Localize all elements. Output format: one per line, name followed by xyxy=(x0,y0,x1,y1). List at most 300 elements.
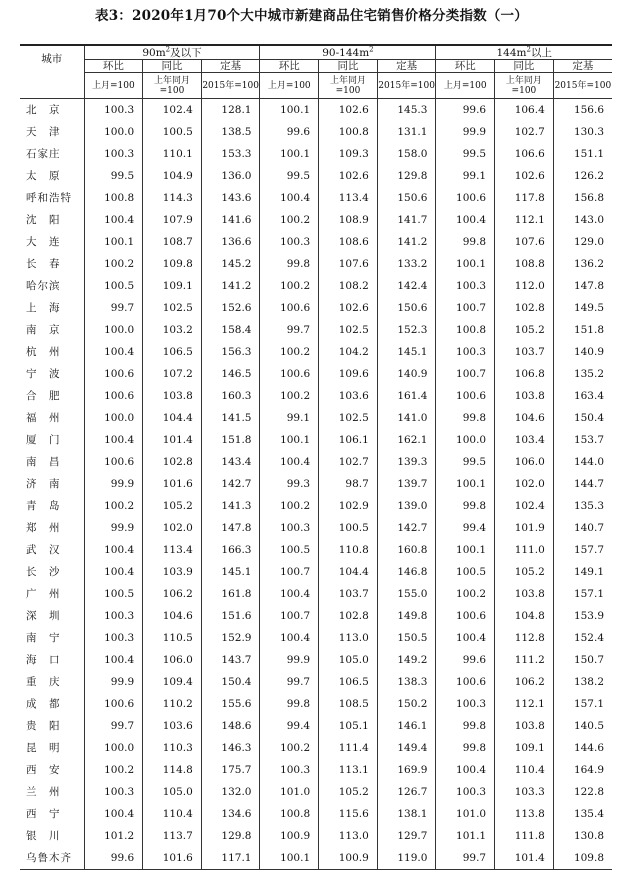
index-value-cell: 150.6 xyxy=(377,187,436,209)
city-name-cell: 福 州 xyxy=(26,412,61,424)
index-value-cell: 100.4 xyxy=(260,451,319,473)
index-value-cell: 100.6 xyxy=(436,385,495,407)
index-value-cell: 150.4 xyxy=(553,407,612,429)
index-value-cell: 111.0 xyxy=(495,539,554,561)
index-value-cell: 145.1 xyxy=(201,561,260,583)
index-value-cell: 153.3 xyxy=(201,143,260,165)
index-value-cell: 99.1 xyxy=(436,165,495,187)
index-value-cell: 150.7 xyxy=(553,649,612,671)
index-value-cell: 100.0 xyxy=(84,737,143,759)
index-value-cell: 112.1 xyxy=(495,693,554,715)
table-row xyxy=(20,803,612,825)
index-value-cell: 130.8 xyxy=(553,825,612,847)
index-value-cell: 100.1 xyxy=(260,143,319,165)
index-value-cell: 149.8 xyxy=(377,605,436,627)
table-row xyxy=(20,759,612,781)
sub-header-mom: 环比 xyxy=(436,60,495,73)
index-value-cell: 112.1 xyxy=(495,209,554,231)
index-value-cell: 100.3 xyxy=(84,605,143,627)
index-value-cell: 147.8 xyxy=(201,517,260,539)
index-value-cell: 99.8 xyxy=(436,407,495,429)
index-value-cell: 102.4 xyxy=(495,495,554,517)
index-value-cell: 105.2 xyxy=(495,319,554,341)
base-label-prev-month: 上月=100 xyxy=(260,73,319,99)
index-value-cell: 141.5 xyxy=(201,407,260,429)
index-value-cell: 100.6 xyxy=(436,671,495,693)
index-value-cell: 103.7 xyxy=(495,341,554,363)
index-value-cell: 100.3 xyxy=(260,231,319,253)
city-name-cell: 郑 州 xyxy=(26,522,61,534)
index-value-cell: 103.8 xyxy=(495,715,554,737)
city-name-cell: 青 岛 xyxy=(26,500,61,512)
index-value-cell: 100.1 xyxy=(260,429,319,451)
index-value-cell: 160.8 xyxy=(377,539,436,561)
table-row xyxy=(20,539,612,561)
index-value-cell: 143.7 xyxy=(201,649,260,671)
table-row xyxy=(20,429,612,451)
index-value-cell: 152.4 xyxy=(553,627,612,649)
sub-header-mom: 环比 xyxy=(260,60,319,73)
index-value-cell: 100.4 xyxy=(84,209,143,231)
index-value-cell: 100.3 xyxy=(84,99,143,122)
index-value-cell: 129.0 xyxy=(553,231,612,253)
index-value-cell: 140.9 xyxy=(553,341,612,363)
index-value-cell: 99.7 xyxy=(260,319,319,341)
index-value-cell: 108.9 xyxy=(319,209,378,231)
table-row xyxy=(20,451,612,473)
index-value-cell: 106.6 xyxy=(495,143,554,165)
index-value-cell: 100.5 xyxy=(319,517,378,539)
index-value-cell: 100.6 xyxy=(84,693,143,715)
index-value-cell: 136.2 xyxy=(553,253,612,275)
index-value-cell: 100.7 xyxy=(436,297,495,319)
index-value-cell: 99.7 xyxy=(260,671,319,693)
index-value-cell: 151.6 xyxy=(201,605,260,627)
index-value-cell: 145.2 xyxy=(201,253,260,275)
index-value-cell: 99.6 xyxy=(436,99,495,122)
index-value-cell: 102.8 xyxy=(495,297,554,319)
index-value-cell: 100.8 xyxy=(319,121,378,143)
index-value-cell: 139.3 xyxy=(377,451,436,473)
index-value-cell: 160.3 xyxy=(201,385,260,407)
index-value-cell: 146.5 xyxy=(201,363,260,385)
index-value-cell: 100.4 xyxy=(260,627,319,649)
city-name-cell: 厦 门 xyxy=(26,434,61,446)
index-value-cell: 103.3 xyxy=(495,781,554,803)
city-name-cell: 济 南 xyxy=(26,478,61,490)
index-value-cell: 103.8 xyxy=(495,385,554,407)
index-value-cell: 107.9 xyxy=(143,209,202,231)
index-value-cell: 108.6 xyxy=(319,231,378,253)
index-value-cell: 166.3 xyxy=(201,539,260,561)
city-name-cell: 上 海 xyxy=(26,302,61,314)
index-value-cell: 104.4 xyxy=(319,561,378,583)
index-value-cell: 100.4 xyxy=(436,209,495,231)
index-value-cell: 104.6 xyxy=(143,605,202,627)
index-value-cell: 106.5 xyxy=(143,341,202,363)
index-value-cell: 100.3 xyxy=(260,759,319,781)
index-value-cell: 104.8 xyxy=(495,605,554,627)
index-value-cell: 102.4 xyxy=(143,99,202,122)
index-value-cell: 100.3 xyxy=(84,781,143,803)
index-value-cell: 138.1 xyxy=(377,803,436,825)
header-spacer xyxy=(20,73,84,99)
index-value-cell: 151.8 xyxy=(201,429,260,451)
price-index-table xyxy=(20,44,612,870)
index-value-cell: 169.9 xyxy=(377,759,436,781)
city-name-cell: 银 川 xyxy=(26,830,61,842)
table-row xyxy=(20,517,612,539)
index-value-cell: 152.6 xyxy=(201,297,260,319)
index-value-cell: 100.3 xyxy=(260,517,319,539)
index-value-cell: 157.7 xyxy=(553,539,612,561)
city-name-cell: 石家庄 xyxy=(26,148,61,160)
index-value-cell: 110.8 xyxy=(319,539,378,561)
index-value-cell: 109.1 xyxy=(495,737,554,759)
city-name-cell: 合 肥 xyxy=(26,390,61,402)
index-value-cell: 100.5 xyxy=(84,583,143,605)
index-value-cell: 109.4 xyxy=(143,671,202,693)
index-value-cell: 100.4 xyxy=(84,561,143,583)
table-row xyxy=(20,121,612,143)
index-value-cell: 100.5 xyxy=(436,561,495,583)
index-value-cell: 132.0 xyxy=(201,781,260,803)
index-value-cell: 99.7 xyxy=(84,297,143,319)
city-name-cell: 长 沙 xyxy=(26,566,61,578)
index-value-cell: 122.8 xyxy=(553,781,612,803)
index-value-cell: 99.7 xyxy=(436,847,495,870)
index-value-cell: 104.6 xyxy=(495,407,554,429)
city-name-cell: 大 连 xyxy=(26,236,61,248)
sub-header-yoy: 同比 xyxy=(319,60,378,73)
index-value-cell: 103.6 xyxy=(143,715,202,737)
index-value-cell: 100.1 xyxy=(436,539,495,561)
table-row xyxy=(20,99,612,122)
index-value-cell: 100.6 xyxy=(84,385,143,407)
table-row xyxy=(20,319,612,341)
index-value-cell: 103.2 xyxy=(143,319,202,341)
index-value-cell: 106.0 xyxy=(143,649,202,671)
index-value-cell: 100.0 xyxy=(84,121,143,143)
index-value-cell: 105.0 xyxy=(319,649,378,671)
index-value-cell: 142.4 xyxy=(377,275,436,297)
base-label-2015: 2015年=100 xyxy=(553,73,612,99)
table-row xyxy=(20,209,612,231)
index-value-cell: 145.1 xyxy=(377,341,436,363)
index-value-cell: 99.8 xyxy=(436,231,495,253)
index-value-cell: 129.8 xyxy=(377,165,436,187)
index-value-cell: 106.8 xyxy=(495,363,554,385)
index-value-cell: 100.1 xyxy=(436,473,495,495)
index-value-cell: 152.3 xyxy=(377,319,436,341)
index-value-cell: 157.1 xyxy=(553,693,612,715)
index-value-cell: 145.3 xyxy=(377,99,436,122)
index-value-cell: 106.2 xyxy=(495,671,554,693)
base-label-prev-year: 上年同月=100 xyxy=(495,73,554,99)
index-value-cell: 109.6 xyxy=(319,363,378,385)
index-value-cell: 139.0 xyxy=(377,495,436,517)
index-value-cell: 149.5 xyxy=(553,297,612,319)
table-row xyxy=(20,781,612,803)
group-header-medium: $90-144m^2$ xyxy=(260,45,436,60)
index-value-cell: 149.1 xyxy=(553,561,612,583)
index-value-cell: 104.2 xyxy=(319,341,378,363)
city-name-cell: 南 宁 xyxy=(26,632,61,644)
table-row xyxy=(20,341,612,363)
index-value-cell: 108.7 xyxy=(143,231,202,253)
index-value-cell: 103.9 xyxy=(143,561,202,583)
index-value-cell: 138.2 xyxy=(553,671,612,693)
table-row xyxy=(20,627,612,649)
table-body xyxy=(20,99,612,870)
sub-header-fixed: 定基 xyxy=(553,60,612,73)
index-value-cell: 111.4 xyxy=(319,737,378,759)
index-value-cell: 99.4 xyxy=(436,517,495,539)
table-row xyxy=(20,473,612,495)
city-name-cell: 西 安 xyxy=(26,764,61,776)
base-label-prev-month: 上月=100 xyxy=(436,73,495,99)
index-value-cell: 102.6 xyxy=(319,297,378,319)
index-value-cell: 100.4 xyxy=(84,539,143,561)
base-label-prev-year: 上年同月=100 xyxy=(143,73,202,99)
index-value-cell: 150.4 xyxy=(201,671,260,693)
index-value-cell: 105.2 xyxy=(143,495,202,517)
index-value-cell: 99.5 xyxy=(436,451,495,473)
index-value-cell: 100.4 xyxy=(84,803,143,825)
index-value-cell: 112.8 xyxy=(495,627,554,649)
index-value-cell: 105.1 xyxy=(319,715,378,737)
index-value-cell: 106.0 xyxy=(495,451,554,473)
index-value-cell: 161.8 xyxy=(201,583,260,605)
index-value-cell: 102.6 xyxy=(495,165,554,187)
index-value-cell: 102.5 xyxy=(143,297,202,319)
index-value-cell: 99.1 xyxy=(260,407,319,429)
city-name-cell: 广 州 xyxy=(26,588,61,600)
index-value-cell: 126.7 xyxy=(377,781,436,803)
index-value-cell: 100.2 xyxy=(260,341,319,363)
index-value-cell: 100.5 xyxy=(260,539,319,561)
city-name-cell: 南 京 xyxy=(26,324,61,336)
index-value-cell: 100.3 xyxy=(436,275,495,297)
table-row xyxy=(20,385,612,407)
index-value-cell: 99.8 xyxy=(436,737,495,759)
index-value-cell: 113.4 xyxy=(319,187,378,209)
index-value-cell: 104.9 xyxy=(143,165,202,187)
index-value-cell: 100.0 xyxy=(436,429,495,451)
index-value-cell: 111.2 xyxy=(495,649,554,671)
city-name-cell: 海 口 xyxy=(26,654,61,666)
index-value-cell: 175.7 xyxy=(201,759,260,781)
index-value-cell: 149.2 xyxy=(377,649,436,671)
index-value-cell: 155.0 xyxy=(377,583,436,605)
index-value-cell: 108.5 xyxy=(319,693,378,715)
index-value-cell: 100.8 xyxy=(84,187,143,209)
table-row xyxy=(20,649,612,671)
index-value-cell: 109.3 xyxy=(319,143,378,165)
table-row xyxy=(20,231,612,253)
index-value-cell: 99.9 xyxy=(84,473,143,495)
sub-header-yoy: 同比 xyxy=(495,60,554,73)
index-value-cell: 146.8 xyxy=(377,561,436,583)
index-value-cell: 98.7 xyxy=(319,473,378,495)
index-value-cell: 100.8 xyxy=(260,803,319,825)
index-value-cell: 100.2 xyxy=(84,759,143,781)
sub-header-yoy: 同比 xyxy=(143,60,202,73)
index-value-cell: 100.2 xyxy=(260,385,319,407)
index-value-cell: 143.6 xyxy=(201,187,260,209)
base-label-prev-year: 上年同月=100 xyxy=(319,73,378,99)
table-row xyxy=(20,847,612,870)
index-value-cell: 107.6 xyxy=(319,253,378,275)
index-value-cell: 141.3 xyxy=(201,495,260,517)
index-value-cell: 99.8 xyxy=(436,495,495,517)
index-value-cell: 100.3 xyxy=(436,341,495,363)
index-value-cell: 148.6 xyxy=(201,715,260,737)
index-value-cell: 110.4 xyxy=(495,759,554,781)
index-value-cell: 101.6 xyxy=(143,847,202,870)
base-label-2015: 2015年=100 xyxy=(201,73,260,99)
index-value-cell: 106.5 xyxy=(319,671,378,693)
index-value-cell: 158.0 xyxy=(377,143,436,165)
city-name-cell: 昆 明 xyxy=(26,742,61,754)
index-value-cell: 140.7 xyxy=(553,517,612,539)
index-value-cell: 99.8 xyxy=(436,715,495,737)
index-value-cell: 156.6 xyxy=(553,99,612,122)
index-value-cell: 101.4 xyxy=(495,847,554,870)
index-value-cell: 99.6 xyxy=(260,121,319,143)
table-row xyxy=(20,561,612,583)
index-value-cell: 113.7 xyxy=(143,825,202,847)
index-value-cell: 141.2 xyxy=(377,231,436,253)
index-value-cell: 100.9 xyxy=(319,847,378,870)
index-value-cell: 104.4 xyxy=(143,407,202,429)
index-value-cell: 101.1 xyxy=(436,825,495,847)
index-value-cell: 114.3 xyxy=(143,187,202,209)
city-name-cell: 南 昌 xyxy=(26,456,61,468)
index-value-cell: 100.4 xyxy=(260,583,319,605)
sub-header-fixed: 定基 xyxy=(201,60,260,73)
index-value-cell: 100.4 xyxy=(84,429,143,451)
index-value-cell: 102.8 xyxy=(143,451,202,473)
index-value-cell: 102.9 xyxy=(319,495,378,517)
index-value-cell: 100.2 xyxy=(84,495,143,517)
sub-header-mom: 环比 xyxy=(84,60,143,73)
index-value-cell: 112.0 xyxy=(495,275,554,297)
index-value-cell: 99.6 xyxy=(436,649,495,671)
index-value-cell: 99.3 xyxy=(260,473,319,495)
index-value-cell: 101.0 xyxy=(436,803,495,825)
table-row xyxy=(20,407,612,429)
index-value-cell: 119.0 xyxy=(377,847,436,870)
index-value-cell: 99.9 xyxy=(84,517,143,539)
index-value-cell: 102.0 xyxy=(495,473,554,495)
index-value-cell: 100.1 xyxy=(84,231,143,253)
index-value-cell: 117.8 xyxy=(495,187,554,209)
index-value-cell: 108.2 xyxy=(319,275,378,297)
index-value-cell: 100.4 xyxy=(260,187,319,209)
city-name-cell: 长 春 xyxy=(26,258,61,270)
index-value-cell: 100.2 xyxy=(84,253,143,275)
index-value-cell: 109.8 xyxy=(553,847,612,870)
index-value-cell: 100.2 xyxy=(260,275,319,297)
base-label-2015: 2015年=100 xyxy=(377,73,436,99)
index-value-cell: 146.3 xyxy=(201,737,260,759)
index-value-cell: 103.6 xyxy=(319,385,378,407)
index-value-cell: 147.8 xyxy=(553,275,612,297)
index-value-cell: 100.3 xyxy=(436,781,495,803)
index-value-cell: 144.7 xyxy=(553,473,612,495)
index-value-cell: 102.6 xyxy=(319,99,378,122)
index-value-cell: 100.5 xyxy=(84,275,143,297)
index-value-cell: 110.1 xyxy=(143,143,202,165)
index-value-cell: 135.3 xyxy=(553,495,612,517)
index-value-cell: 102.6 xyxy=(319,165,378,187)
index-value-cell: 142.7 xyxy=(201,473,260,495)
table-row xyxy=(20,737,612,759)
table-title: 表3：2020年1月70个大中城市新建商品住宅销售价格分类指数（一） xyxy=(95,8,528,24)
index-value-cell: 113.8 xyxy=(495,803,554,825)
index-value-cell: 105.2 xyxy=(319,781,378,803)
table-row xyxy=(20,275,612,297)
index-value-cell: 146.1 xyxy=(377,715,436,737)
index-value-cell: 100.3 xyxy=(84,627,143,649)
index-value-cell: 103.8 xyxy=(495,583,554,605)
table-row xyxy=(20,143,612,165)
index-value-cell: 129.7 xyxy=(377,825,436,847)
index-value-cell: 100.6 xyxy=(436,187,495,209)
index-value-cell: 100.6 xyxy=(436,605,495,627)
index-value-cell: 162.1 xyxy=(377,429,436,451)
index-value-cell: 105.2 xyxy=(495,561,554,583)
index-value-cell: 106.1 xyxy=(319,429,378,451)
index-value-cell: 136.0 xyxy=(201,165,260,187)
city-name-cell: 深 圳 xyxy=(26,610,61,622)
index-value-cell: 102.8 xyxy=(319,605,378,627)
index-value-cell: 143.0 xyxy=(553,209,612,231)
index-value-cell: 158.4 xyxy=(201,319,260,341)
city-name-cell: 贵 阳 xyxy=(26,720,61,732)
index-value-cell: 164.9 xyxy=(553,759,612,781)
index-value-cell: 108.8 xyxy=(495,253,554,275)
index-value-cell: 143.4 xyxy=(201,451,260,473)
table-row xyxy=(20,363,612,385)
index-value-cell: 110.5 xyxy=(143,627,202,649)
index-value-cell: 100.4 xyxy=(436,627,495,649)
index-value-cell: 153.9 xyxy=(553,605,612,627)
city-name-cell: 西 宁 xyxy=(26,808,61,820)
index-value-cell: 140.9 xyxy=(377,363,436,385)
index-value-cell: 100.6 xyxy=(260,297,319,319)
index-value-cell: 152.9 xyxy=(201,627,260,649)
index-value-cell: 100.0 xyxy=(84,407,143,429)
index-value-cell: 144.6 xyxy=(553,737,612,759)
table-row xyxy=(20,253,612,275)
index-value-cell: 141.7 xyxy=(377,209,436,231)
index-value-cell: 99.7 xyxy=(84,715,143,737)
city-name-cell: 杭 州 xyxy=(26,346,61,358)
index-value-cell: 110.2 xyxy=(143,693,202,715)
table-row xyxy=(20,165,612,187)
index-value-cell: 100.9 xyxy=(260,825,319,847)
index-value-cell: 113.0 xyxy=(319,627,378,649)
index-value-cell: 141.2 xyxy=(201,275,260,297)
index-value-cell: 150.6 xyxy=(377,297,436,319)
index-value-cell: 100.6 xyxy=(260,363,319,385)
index-value-cell: 103.4 xyxy=(495,429,554,451)
group-header-large: $144m^2$以上 xyxy=(436,45,612,60)
table-row xyxy=(20,671,612,693)
index-value-cell: 105.0 xyxy=(143,781,202,803)
